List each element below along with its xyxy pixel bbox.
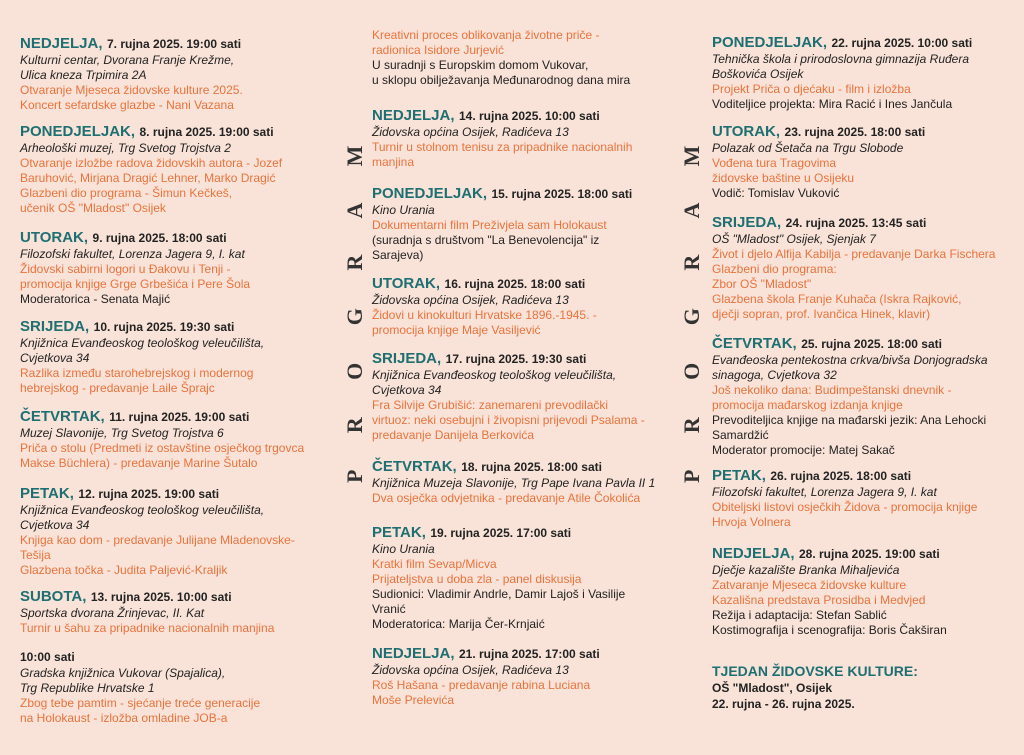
event-description: Život i djelo Alfija Kabilja - predavanje Darka Fischera — [712, 247, 996, 261]
event-venue: Ulica kneza Trpimira 2A — [20, 68, 147, 82]
event-description: Kazališna predstava Prosidba i Medvjed — [712, 593, 926, 607]
event-heading — [372, 350, 662, 368]
event-description: Razlika između starohebrejskog i modernog — [20, 366, 254, 380]
event-date: 24. rujna 2025. 13:45 sati — [785, 216, 927, 230]
event-day: NEDJELJA, — [712, 545, 795, 562]
event-day: SUBOTA, — [20, 588, 87, 605]
event-entry — [20, 485, 320, 578]
event-venue: Dječje kazalište Branka Mihaljevića — [712, 563, 900, 577]
footer-title: TJEDAN ŽIDOVSKE KULTURE: — [712, 663, 918, 679]
event-description: Glazbeni dio programa: — [712, 262, 837, 276]
event-date: 19. rujna 2025. 17:00 sati — [430, 526, 572, 540]
event-date: 8. rujna 2025. 19:00 sati — [139, 125, 274, 139]
event-description: Dva osječka odvjetnika - predavanje Atile Čokolića — [372, 491, 641, 505]
event-venue: Židovska općina Osijek, Radićeva 13 — [372, 663, 569, 677]
event-entry — [372, 350, 662, 443]
footer-dates: 22. rujna - 26. rujna 2025. — [712, 697, 855, 711]
event-venue: Arheološki muzej, Trg Svetog Trojstva 2 — [20, 141, 231, 155]
event-venue: Knjižnica Evanđeoskog teološkog veleučilišta, — [372, 368, 617, 382]
event-heading — [20, 408, 320, 426]
event-description: Zatvaranje Mjeseca židovske kulture — [712, 578, 907, 592]
event-day: UTORAK, — [20, 229, 89, 246]
event-day: ČETVRTAK, — [372, 458, 457, 475]
event-description: Koncert sefardske glazbe - Nani Vazana — [20, 98, 234, 112]
event-description: Dokumentarni film Preživjela sam Holokaust — [372, 218, 607, 232]
event-description: Turnir u šahu za pripadnike nacionalnih manjina — [20, 621, 275, 635]
event-description: Zbor OŠ "Mladost" — [712, 277, 812, 291]
event-date: 21. rujna 2025. 17:00 sati — [458, 647, 600, 661]
event-day: PONEDJELJAK, — [20, 123, 136, 140]
event-description: promocija knjige Maje Vasiljević — [372, 323, 541, 337]
event-venue: Evanđeoska pentekostna crkva/bivša Donjogradska — [712, 353, 988, 367]
event-entry — [372, 524, 662, 632]
event-day: NEDJELJA, — [372, 107, 455, 124]
event-venue: Kulturni centar, Dvorana Franje Krežme, — [20, 53, 235, 67]
event-heading — [20, 123, 320, 141]
event-entry — [20, 123, 320, 216]
event-note: Voditeljice projekta: Mira Racić i Ines Jančula — [712, 97, 953, 111]
event-entry — [712, 214, 1012, 322]
event-entry — [712, 123, 1012, 201]
event-date: 16. rujna 2025. 18:00 sati — [444, 277, 586, 291]
event-day: ČETVRTAK, — [712, 335, 797, 352]
program-vertical-label: P R O G R A M — [342, 129, 367, 483]
event-note: Moderatorica: Marija Čer-Krnjaić — [372, 617, 545, 631]
event-heading — [20, 648, 320, 666]
event-description: Moše Prelevića — [372, 693, 455, 707]
event-venue: Knjižnica Evanđeoskog teološkog veleučilišta, — [20, 503, 265, 517]
event-description: Zbog tebe pamtim - sjećanje treće generacije — [20, 696, 261, 710]
event-note: Vranić — [372, 602, 406, 616]
event-note: Sarajeva) — [372, 248, 424, 262]
event-date: 22. rujna 2025. 10:00 sati — [831, 36, 973, 50]
event-description: Projekt Priča o djećaku - film i izložba — [712, 82, 911, 96]
event-venue: Tehnička škola i prirodoslovna gimnazija Ruđera — [712, 52, 970, 66]
event-description: Makse Büchlera) - predavanje Marine Šutalo — [20, 456, 258, 470]
event-venue: sinagoga, Cvjetkova 32 — [712, 368, 837, 382]
event-description: Hrvoja Volnera — [712, 515, 791, 529]
event-heading — [712, 545, 1012, 563]
event-day: UTORAK, — [712, 123, 781, 140]
event-day: PONEDJELJAK, — [372, 185, 488, 202]
event-date: 10. rujna 2025. 19:30 sati — [93, 320, 235, 334]
event-venue: Židovska općina Osijek, Radićeva 13 — [372, 293, 569, 307]
event-heading — [20, 35, 320, 53]
event-note: (suradnja s društvom "La Benevolencija" iz — [372, 233, 600, 247]
event-heading — [372, 107, 662, 125]
event-venue: Boškovića Osijek — [712, 67, 804, 81]
event-entry — [20, 318, 320, 396]
event-entry — [372, 645, 662, 708]
event-venue: Filozofski fakultet, Lorenza Jagera 9, I. kat — [20, 247, 245, 261]
event-day: PETAK, — [20, 485, 74, 502]
event-date: 10:00 sati — [20, 650, 75, 664]
event-heading — [20, 318, 320, 336]
event-entry — [20, 408, 320, 471]
event-date: 25. rujna 2025. 18:00 sati — [801, 337, 942, 351]
event-description: Knjiga kao dom - predavanje Julijane Mladenovske- — [20, 533, 295, 547]
event-description: Glazbena točka - Judita Paljević-Kraljik — [20, 563, 228, 577]
event-description: Glazbeni dio programa - Šimun Kečkeš, — [20, 186, 233, 200]
event-venue: Cvjetkova 34 — [20, 351, 90, 365]
footer-block — [712, 662, 1012, 712]
event-description: Prijateljstva u doba zla - panel diskusija — [372, 572, 582, 586]
event-venue: Knjižnica Evanđeoskog teološkog veleučilišta, — [20, 336, 265, 350]
event-heading — [20, 485, 320, 503]
event-day: ČETVRTAK, — [20, 408, 105, 425]
event-venue: Polazak od Šetača na Trgu Slobode — [712, 141, 904, 155]
event-entry — [20, 588, 320, 636]
event-entry — [20, 648, 320, 726]
event-entry — [372, 458, 662, 506]
event-note: Režija i adaptacija: Stefan Sablić — [712, 608, 887, 622]
event-description: Židovski sabirni logori u Đakovu i Tenji - — [20, 262, 231, 276]
event-date: 9. rujna 2025. 18:00 sati — [92, 231, 227, 245]
event-day: PONEDJELJAK, — [712, 34, 828, 51]
event-description: radionica Isidore Jurjević — [372, 43, 505, 57]
event-day: PETAK, — [712, 467, 766, 484]
event-description: Još nekoliko dana: Budimpeštanski dnevnik - — [712, 383, 952, 397]
event-day: NEDJELJA, — [20, 35, 103, 52]
event-heading — [372, 458, 662, 476]
event-heading — [372, 275, 662, 293]
event-description: Tešija — [20, 548, 51, 562]
event-note: u sklopu obilježavanja Međunarodnog dana mira — [372, 73, 631, 87]
event-date: 14. rujna 2025. 10:00 sati — [458, 109, 600, 123]
event-venue: Filozofski fakultet, Lorenza Jagera 9, I. kat — [712, 485, 937, 499]
event-heading — [712, 214, 1012, 232]
event-description: učenik OŠ "Mladost" Osijek — [20, 201, 166, 215]
event-description: dječji sopran, prof. Ivančica Hinek, klavir) — [712, 307, 931, 321]
event-description: Kratki film Sevap/Micva — [372, 557, 497, 571]
event-description: židovske baštine u Osijeku — [712, 171, 855, 185]
event-entry — [712, 545, 1012, 638]
footer-venue: OŠ "Mladost", Osijek — [712, 681, 833, 695]
event-date: 17. rujna 2025. 19:30 sati — [445, 352, 587, 366]
event-entry — [20, 229, 320, 307]
event-date: 13. rujna 2025. 10:00 sati — [90, 590, 232, 604]
event-description: Kreativni proces oblikovanja životne priče - — [372, 28, 600, 42]
event-description: manjina — [372, 155, 415, 169]
event-description: Baruhović, Mirjana Dragić Lehner, Marko Dragić — [20, 171, 276, 185]
event-description: predavanje Danijela Berkovića — [372, 428, 535, 442]
event-heading — [712, 34, 1012, 52]
event-venue: OŠ "Mladost" Osijek, Sjenjak 7 — [712, 232, 876, 246]
event-date: 18. rujna 2025. 18:00 sati — [461, 460, 602, 474]
event-description: Otvaranje izložbe radova židovskih autora - Jozef — [20, 156, 283, 170]
event-day: SRIJEDA, — [20, 318, 90, 335]
event-description: virtuoz: neki osebujni i živopisni prijevodi Psalama - — [372, 413, 645, 427]
event-description: promocija mađarskog izdanja knjige — [712, 398, 903, 412]
event-venue: Kino Urania — [372, 542, 435, 556]
event-day: SRIJEDA, — [372, 350, 442, 367]
event-description: Fra Silvije Grubišić: zanemareni prevodilački — [372, 398, 609, 412]
event-date: 15. rujna 2025. 18:00 sati — [491, 187, 633, 201]
event-venue: Cvjetkova 34 — [372, 383, 442, 397]
event-date: 12. rujna 2025. 19:00 sati — [78, 487, 220, 501]
event-entry — [712, 34, 1012, 112]
event-venue: Židovska općina Osijek, Radićeva 13 — [372, 125, 569, 139]
event-date: 11. rujna 2025. 19:00 sati — [109, 410, 250, 424]
event-note: Kostimografija i scenografija: Boris Čakširan — [712, 623, 947, 637]
event-venue: Sportska dvorana Žrinjevac, II. Kat — [20, 606, 205, 620]
event-heading — [20, 588, 320, 606]
event-venue: Kino Urania — [372, 203, 435, 217]
event-entry — [372, 185, 662, 263]
event-description: Turnir u stolnom tenisu za pripadnike nacionalnih — [372, 140, 633, 154]
event-date: 7. rujna 2025. 19:00 sati — [106, 37, 242, 51]
event-description: na Holokaust - izložba omladine JOB-a — [20, 711, 228, 725]
event-note: Prevoditeljica knjige na mađarski jezik: Ana Lehocki — [712, 413, 987, 427]
event-entry — [712, 467, 1012, 530]
event-venue: Trg Republike Hrvatske 1 — [20, 681, 155, 695]
program-vertical-label: P R O G R A M — [679, 129, 704, 483]
event-heading — [20, 229, 320, 247]
event-entry — [372, 107, 662, 170]
event-note: Sudionici: Vladimir Andrle, Damir Lajoš i Vasilije — [372, 587, 626, 601]
event-note: Moderator promocije: Matej Sakač — [712, 443, 895, 457]
event-heading — [372, 185, 662, 203]
event-description: Priča o stolu (Predmeti iz ostavštine osječkog trgovca — [20, 441, 305, 455]
event-note: Samardžić — [712, 428, 769, 442]
event-note: Vodič: Tomislav Vuković — [712, 186, 840, 200]
event-heading — [372, 645, 662, 663]
event-venue: Knjižnica Muzeja Slavonije, Trg Pape Ivana Pavla II 1 — [372, 476, 656, 490]
event-description: Vođena tura Tragovima — [712, 156, 837, 170]
event-entry — [372, 28, 662, 88]
event-heading — [712, 467, 1012, 485]
event-description: Obiteljski listovi osječkih Židova - promocija knjige — [712, 500, 978, 514]
event-description: Roš Hašana - predavanje rabina Luciana — [372, 678, 591, 692]
event-note: U suradnji s Europskim domom Vukovar, — [372, 58, 589, 72]
event-description: Židovi u kinokulturi Hrvatske 1896.-1945. - — [372, 308, 597, 322]
event-venue: Cvjetkova 34 — [20, 518, 90, 532]
event-date: 26. rujna 2025. 18:00 sati — [770, 469, 912, 483]
event-venue: Gradska knjižnica Vukovar (Spajalica), — [20, 666, 226, 680]
event-description: hebrejskog - predavanje Laile Šprajc — [20, 381, 215, 395]
event-entry — [20, 35, 320, 113]
event-day: UTORAK, — [372, 275, 441, 292]
event-day: PETAK, — [372, 524, 426, 541]
event-description: Otvaranje Mjeseca židovske kulture 2025. — [20, 83, 243, 97]
event-date: 23. rujna 2025. 18:00 sati — [784, 125, 926, 139]
event-date: 28. rujna 2025. 19:00 sati — [798, 547, 940, 561]
event-description: Glazbena škola Franje Kuhača (Iskra Rajković, — [712, 292, 962, 306]
event-heading — [712, 335, 1012, 353]
event-heading — [712, 123, 1012, 141]
event-day: NEDJELJA, — [372, 645, 455, 662]
event-day: SRIJEDA, — [712, 214, 782, 231]
event-entry — [372, 275, 662, 338]
event-entry — [712, 335, 1012, 458]
event-venue: Muzej Slavonije, Trg Svetog Trojstva 6 — [20, 426, 224, 440]
event-heading — [372, 524, 662, 542]
event-description: promocija knjige Grge Grbešića i Pere Šola — [20, 277, 251, 291]
event-note: Moderatorica - Senata Majić — [20, 292, 171, 306]
